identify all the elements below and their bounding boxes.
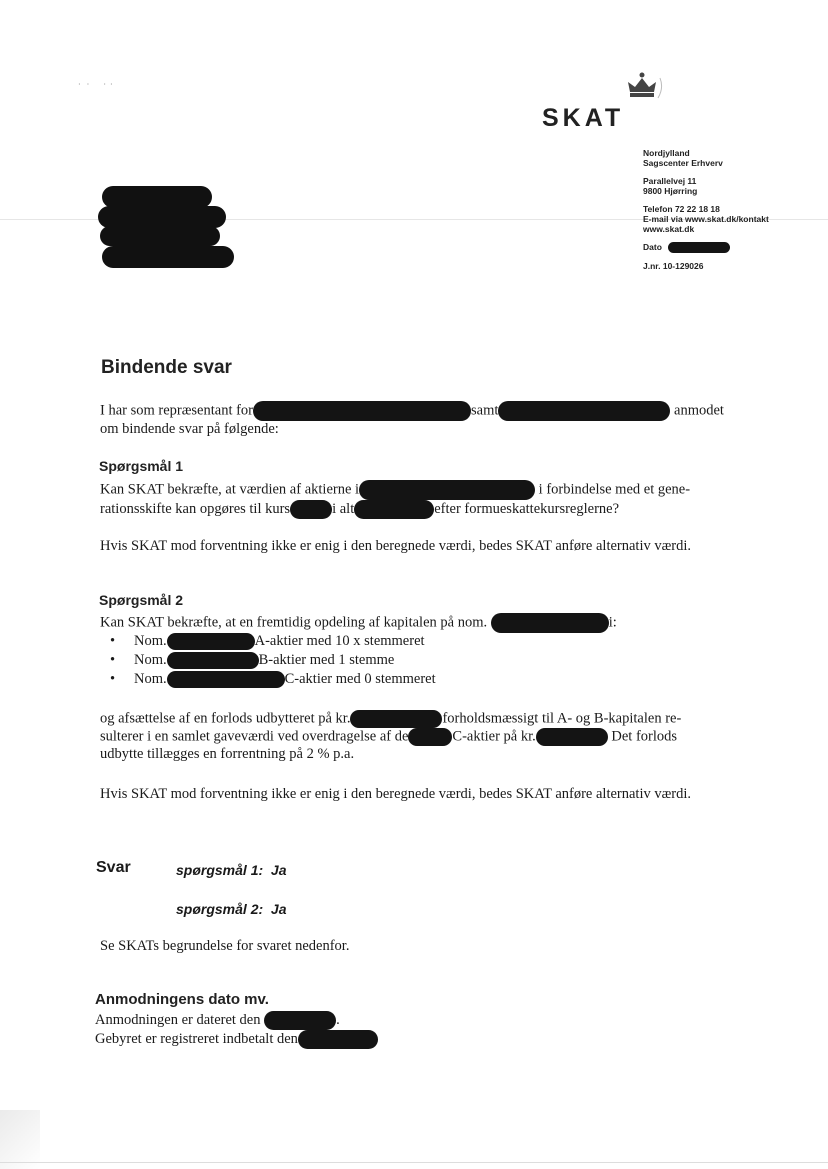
q2-p4: C-aktier på kr. [452, 728, 536, 745]
email: E-mail via www.skat.dk/kontakt [643, 214, 769, 224]
q1-heading: Spørgsmål 1 [99, 458, 184, 474]
redacted-payment-date [298, 1030, 378, 1049]
redacted-date [668, 242, 730, 253]
scan-specks: · · · · [78, 80, 113, 89]
intro-text-1: I har som repræsentant for [100, 402, 254, 419]
sender-contact-block [643, 148, 823, 271]
q2-detail-paragraph [100, 710, 681, 763]
redacted-amount [350, 710, 442, 728]
redacted-amount [167, 652, 259, 669]
q2-paragraph [100, 613, 617, 633]
answer-q1-label: spørgsmål 1: [176, 862, 264, 878]
answer-q2-label: spørgsmål 2: [176, 901, 264, 917]
q2-p1: og afsættelse af en forlods udbytteret på kr. [100, 710, 351, 727]
request-line-2: Gebyret er registreret indbetalt den [95, 1031, 298, 1048]
website: www.skat.dk [643, 224, 695, 234]
intro-text-2: samt [471, 402, 499, 419]
q2-p3: sulterer i en samlet gaveværdi ved overdragelse af de [100, 728, 409, 745]
address-line-2: 9800 Hjørring [643, 186, 698, 196]
answer-label: Svar [96, 859, 131, 876]
document-title: Bindende svar [101, 357, 232, 378]
answer-q2-value: Ja [270, 901, 287, 917]
intro-text-4: om bindende svar på følgende: [100, 421, 279, 437]
q2-p5: Det forlods [611, 728, 678, 745]
q2-text-2: i: [608, 614, 617, 631]
redacted-amount [408, 728, 452, 746]
phone: Telefon 72 22 18 18 [643, 204, 720, 214]
q2-p2: forholdsmæssigt til A- og B-kapitalen re- [442, 710, 682, 727]
journal-number: J.nr. 10-129026 [643, 261, 704, 272]
redacted-company [359, 480, 535, 500]
skat-logo: SKAT [542, 104, 625, 132]
answer-note: Se SKATs begrundelse for svaret nedenfor. [100, 938, 350, 954]
request-line-1: Anmodningen er dateret den [95, 1012, 261, 1028]
q1-alternative-note: Hvis SKAT mod forventning ikke er enig i den beregnede værdi, bedes SKAT anføre alternativ værdi. [100, 538, 692, 554]
q1-paragraph [100, 480, 690, 519]
redacted-name-1 [253, 401, 471, 421]
list-item: • Nom. B-aktier med 1 stemme [110, 652, 395, 668]
scan-corner-shadow [0, 1110, 40, 1169]
q2-heading: Spørgsmål 2 [99, 592, 184, 608]
intro-paragraph [100, 401, 724, 438]
q2-alternative-note: Hvis SKAT mod forventning ikke er enig i den beregnede værdi, bedes SKAT anføre alternativ værdi. [100, 786, 692, 802]
date-row [643, 242, 823, 253]
q1-text-3: rationsskifte kan opgøres til kurs [100, 500, 291, 517]
department: Sagscenter Erhverv [643, 158, 723, 168]
q1-text-1: Kan SKAT bekræfte, at værdien af aktierne i [100, 481, 360, 498]
redacted-amount [536, 728, 608, 746]
address-line-1: Parallelvej 11 [643, 176, 697, 186]
q2-p6: udbytte tillægges en forrentning på 2 % p.a. [100, 746, 355, 762]
org-unit: Nordjylland [643, 148, 690, 158]
redacted-capital [491, 613, 609, 633]
answer-q1 [176, 862, 287, 878]
request-heading: Anmodningens dato mv. [95, 991, 269, 1008]
redacted-name-2 [498, 401, 670, 421]
redacted-rate [290, 500, 332, 519]
crown-icon [620, 68, 664, 104]
list-item: • Nom. C-aktier med 0 stemmeret [110, 671, 436, 687]
list-item: • Nom. A-aktier med 10 x stemmeret [110, 633, 425, 649]
q2-text-1: Kan SKAT bekræfte, at en fremtidig opdeling af kapitalen på nom. [100, 614, 488, 631]
scan-edge-line [0, 1162, 828, 1163]
date-label: Dato [643, 242, 662, 252]
answer-q1-value: Ja [270, 862, 287, 878]
request-paragraph: Anmodningen er dateret den . Gebyret er registreret indbetalt den [95, 1011, 378, 1049]
q1-text-4: i alt [332, 500, 355, 517]
redacted-request-date [264, 1011, 336, 1030]
intro-text-3: anmodet [674, 402, 724, 419]
share-class-list [110, 632, 436, 689]
q1-text-2: i forbindelse med et gene- [538, 481, 691, 498]
redacted-amount [167, 633, 255, 650]
redacted-total [354, 500, 434, 519]
redacted-recipient-address [98, 186, 238, 271]
answer-q2 [176, 901, 287, 917]
redacted-amount [167, 671, 285, 688]
q1-text-5: efter formueskattekursreglerne? [434, 500, 620, 517]
